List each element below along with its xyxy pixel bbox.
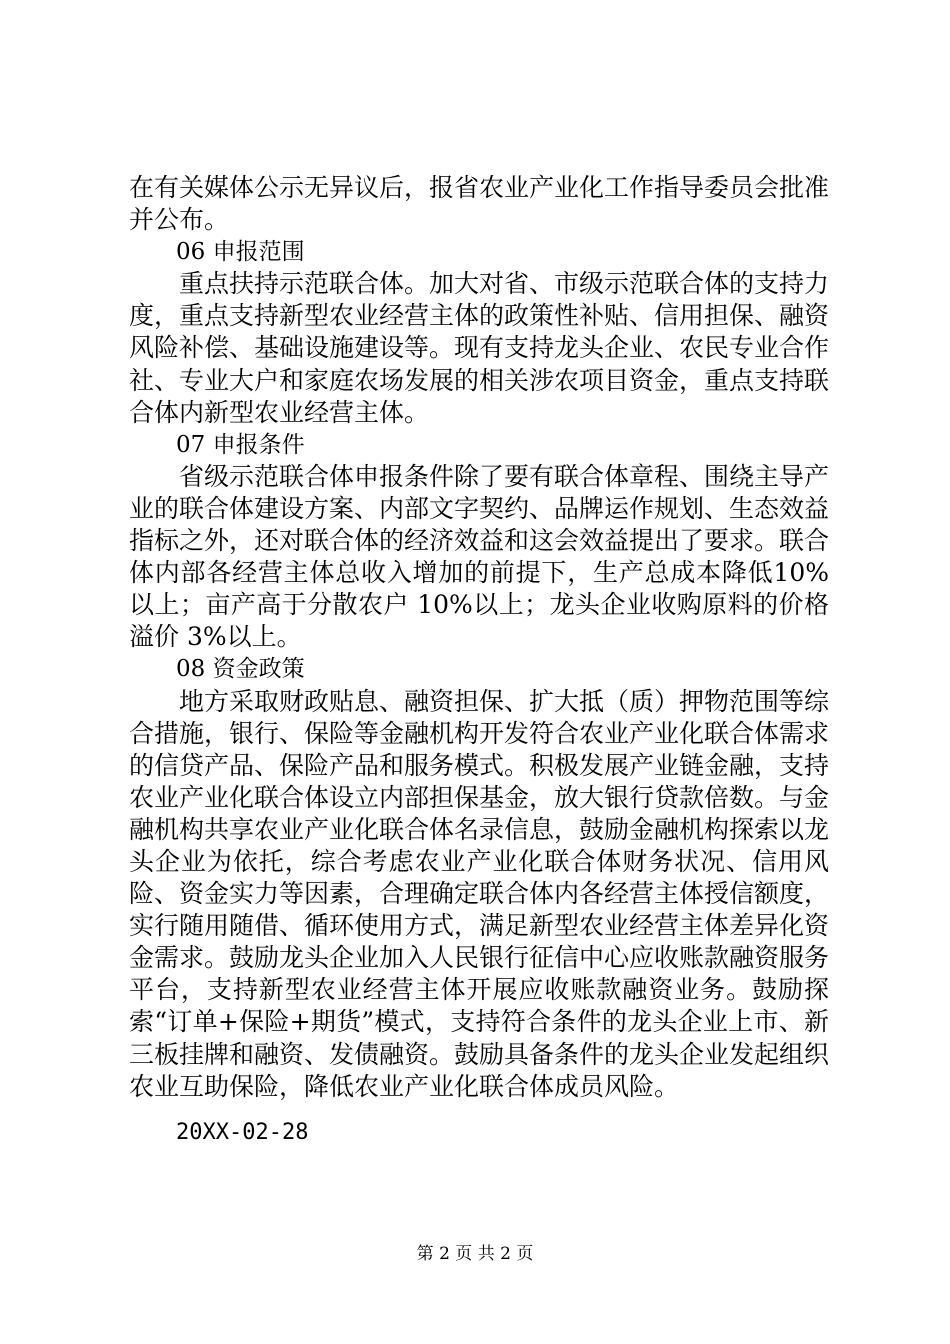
- section-heading-funding: 08 资金政策: [176, 656, 305, 683]
- document-body: [129, 172, 829, 1149]
- section-body-scope: 重点扶持示范联合体。加大对省、市级示范联合体的支持力度，重点支持新型农业经营主体的政策性补贴、信用担保、融资风险补偿、基础设施建设等。现有支持龙头企业、农民专业合作社、专业大户和家庭农场发展的相关涉农项目资金，重点支持联合体内新型农业经营主体。: [129, 269, 830, 427]
- section-heading-conditions: 07 申报条件: [176, 431, 305, 458]
- section-body-funding: 地方采取财政贴息、融资担保、扩大抵（质）押物范围等综合措施，银行、保险等金融机构开发符合农业产业化联合体需求的信贷产品、保险产品和服务模式。积极发展产业链金融，支持农业产业化联合体设立内部担保基金，放大银行贷款倍数。与金融机构共享农业产业化联合体名录信息，鼓励金融机构探索以龙头企业为依托，综合考虑农业产业化联合体财务状况、信用风险、资金实力等因素，合理确定联合体内各经营主体授信额度，实行随用随借、循环使用方式，满足新型农业经营主体差异化资金需求。鼓励龙头企业加入人民银行征信中心应收账款融资服务平台，支持新型农业经营主体开展应收账款融资业务。鼓励探索“订单+保险+期货”模式，支持符合条件的龙头企业上市、新三板挂牌和融资、发债融资。鼓励具备条件的龙头企业发起组织农业互助保险，降低农业产业化联合体成员风险。: [129, 686, 830, 1101]
- page-footer: 第 2 页 共 2 页: [416, 1244, 534, 1264]
- section-body-conditions: 省级示范联合体申报条件除了要有联合体章程、围绕主导产业的联合体建设方案、内部文字契约、品牌运作规划、生态效益指标之外，还对联合体的经济效益和这会效益提出了要求。联合体内部各经营主体总收入增加的前提下，生产总成本降低10%以上；亩产高于分散农户 10%以上；龙头企业收购原料的价格溢价 3%以上。: [129, 461, 830, 652]
- section-heading-scope: 06 申报范围: [176, 239, 305, 266]
- document-date: 20XX-02-28: [176, 1119, 309, 1145]
- opening-paragraph: 在有关媒体公示无异议后，报省农业产业化工作指导委员会批准并公布。: [129, 173, 830, 235]
